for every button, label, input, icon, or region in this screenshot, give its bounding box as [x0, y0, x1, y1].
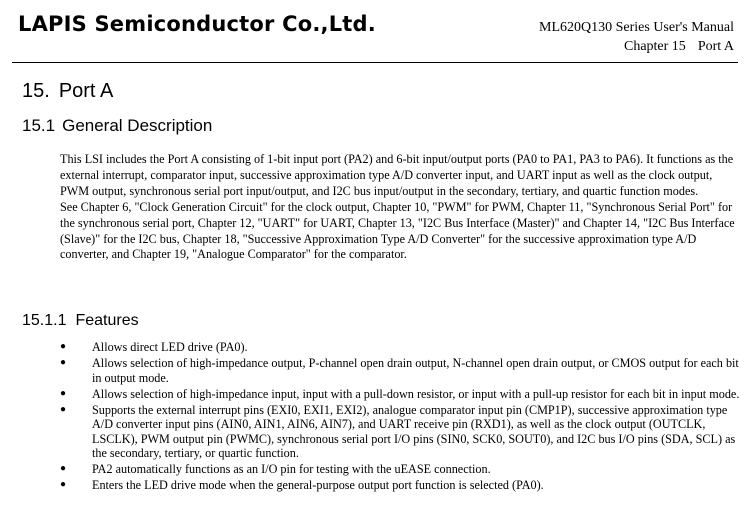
feature-item: ● Allows selection of high-impedance output, P-channel open drain output, N-channel open drain output, or CMOS output for each bit in output mode.	[60, 356, 742, 385]
chapter-name: Port A	[697, 39, 734, 54]
company-logo-text: LAPIS Semiconductor Co.,Ltd.	[18, 12, 376, 36]
chapter-title: Port A	[58, 80, 114, 102]
manual-title: ML620Q130 Series User's Manual	[539, 20, 734, 35]
description-body	[60, 152, 740, 263]
header-divider	[12, 62, 738, 63]
subsection-number: 15.1.1	[22, 312, 67, 329]
chapter-label: Chapter 15	[623, 39, 686, 54]
feature-item: ● Allows direct LED drive (PA0).	[60, 340, 742, 355]
feature-item: ● Allows selection of high-impedance input, input with a pull-down resistor, or input with a pull-up resistor for each bit in input mode.	[60, 387, 742, 402]
subsection-heading	[22, 312, 139, 330]
section-title: General Description	[62, 116, 213, 135]
chapter-heading	[22, 80, 113, 103]
chapter-number: 15.	[22, 80, 50, 102]
section-heading	[22, 116, 212, 136]
description-paragraph-1: This LSI includes the Port A consisting of 1-bit input port (PA2) and 6-bit input/output ports (PA0 to PA1, PA3 to PA6). It functions as the external interrupt, comparator input, successive approximation type A/D converter input, and UART input as well as the clock output, PWM output, synchronous serial port input/output, and I2C bus input/output in the secondary, tertiary, and quartic function modes.	[60, 152, 734, 198]
feature-item: ● Enters the LED drive mode when the general-purpose output port function is selected (PA0).	[60, 478, 742, 493]
document-header	[539, 18, 734, 56]
feature-item: ● PA2 automatically functions as an I/O pin for testing with the uEASE connection.	[60, 462, 742, 477]
chapter-header	[539, 37, 734, 56]
subsection-title: Features	[75, 312, 139, 329]
section-number: 15.1	[22, 116, 56, 135]
description-paragraph-2: See Chapter 6, "Clock Generation Circuit" for the clock output, Chapter 10, "PWM" for PWM, Chapter 11, "Synchronous Serial Port" for the synchronous serial port, Chapter 12, "UART" for UART, Chapter 13, "I2C Bus Interface (Master)" and Chapter 14, "I2C Bus Interface (Slave)" for the I2C bus, Chapter 18, "Successive Approximation Type A/D Converter" for the successive approximation type A/D converter, and Chapter 19, "Analogue Comparator" for the comparator.	[60, 199, 735, 262]
feature-item: ● Supports the external interrupt pins (EXI0, EXI1, EXI2), analogue comparator input pin (CMP1P), successive approximation type A/D converter input pins (AIN0, AIN1, AIN6, AIN7), and UART receive pin (RXD1), as well as the clock output (OUTCLK, LSCLK), PWM output pin (PWMC), synchronous serial port I/O pins (SIN0, SCK0, SOUT0), and I2C bus I/O pins (SDA, SCL) as the secondary, tertiary, or quartic function.	[60, 403, 742, 461]
features-list	[60, 340, 742, 494]
